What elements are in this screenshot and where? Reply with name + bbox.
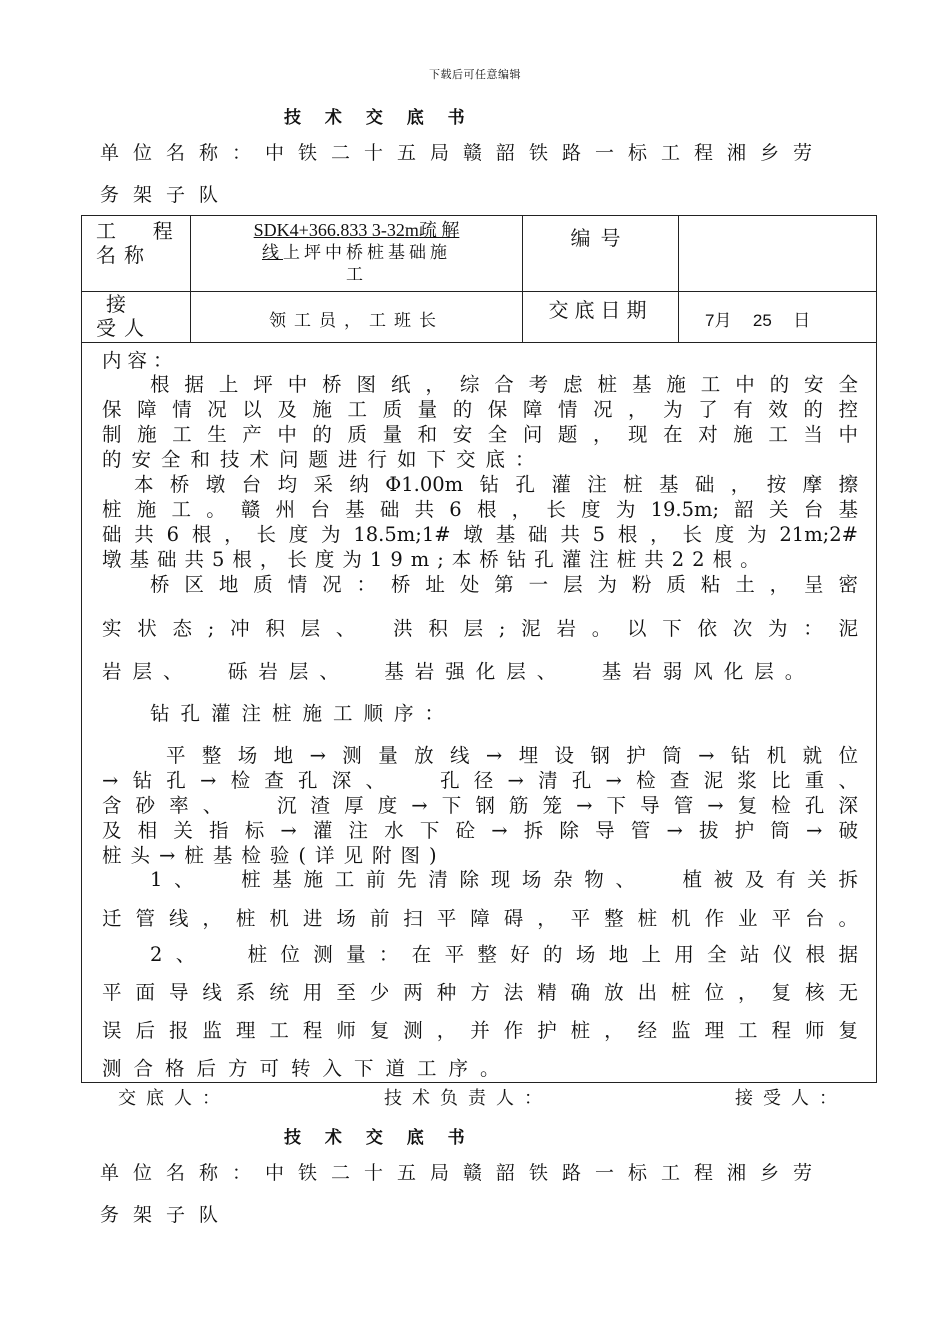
tech-lead-label: 技术负责人： bbox=[384, 1088, 552, 1109]
project-name-line3: 工 bbox=[346, 265, 367, 285]
content-line: 根据上坪中桥图纸，综合考虑桩基施工中的安全 bbox=[150, 373, 858, 396]
content-cell bbox=[82, 343, 877, 1083]
project-name-rest: 上坪中桥桩基础施 bbox=[283, 243, 451, 263]
content-line: 础共6根，长度为18.5m;1#墩基础共5根，长度为21m;2# bbox=[102, 523, 858, 546]
content-line: 钻孔灌注桩施工顺序： bbox=[150, 702, 456, 725]
content-line: 1、 桩基施工前先清除现场杂物、 植被及有关拆 bbox=[150, 868, 858, 891]
content-line: 实状态;冲积层、 洪积层;泥岩。以下依次为：泥 bbox=[102, 617, 858, 640]
receiver-label-cell bbox=[82, 292, 191, 343]
header-note: 下载后可任意编辑 bbox=[429, 68, 521, 81]
unit-name-line-continued: 务架子队 bbox=[100, 184, 233, 206]
project-name-label-cell bbox=[82, 216, 191, 292]
unit-name-line-2: 单位名称：中铁二十五局赣韶铁路一标工程湘乡劳 bbox=[100, 1162, 827, 1184]
document-title-2: 技 术 交 底 书 bbox=[284, 1128, 474, 1148]
content-label: 内容： bbox=[102, 349, 179, 372]
content-line: 本桥墩台均采纳Φ1.00m钻孔灌注桩基础，按摩擦 bbox=[134, 473, 858, 496]
content-line: 平整场地→测量放线→埋设钢护筒→钻机就位 bbox=[166, 744, 858, 767]
number-value bbox=[679, 216, 877, 292]
content-line: 含砂率、 沉渣厚度→下钢筋笼→下导管→复检孔深 bbox=[102, 794, 858, 817]
content-line: 及相关指标→灌注水下砼→拆除导管→拔护筒→破 bbox=[102, 819, 858, 842]
project-name-label-line2: 名称 bbox=[96, 243, 152, 267]
content-line: 误后报监理工程师复测，并作护桩，经监理工程师复 bbox=[102, 1019, 858, 1042]
content-line: 迁管线，桩机进场前扫平障碍，平整桩机作业平台。 bbox=[102, 907, 858, 930]
content-line: 保障情况以及施工质量的保障情况，为了有效的控 bbox=[102, 398, 858, 421]
content-line: 桩施工。赣州台基础共6根，长度为19.5m;韶关台基 bbox=[102, 498, 858, 521]
handover-person-label: 交底人： bbox=[118, 1088, 230, 1109]
content-line: 岩层、 砾岩层、 基岩强化层、 基岩弱风化层。 bbox=[102, 660, 816, 683]
content-line: 平面导线系统用至少两种方法精确放出桩位，复核无 bbox=[102, 981, 858, 1004]
handover-form-table bbox=[81, 215, 877, 1083]
handover-date-value: 7月 25 日 bbox=[679, 292, 877, 343]
content-line: 的安全和技术问题进行如下交底： bbox=[102, 448, 545, 471]
content-line: 2、 桩位测量：在平整好的场地上用全站仪根据 bbox=[150, 943, 858, 966]
project-name-label-line1: 工 程 bbox=[96, 219, 181, 243]
receiver-label-line2: 受人 bbox=[96, 316, 152, 340]
content-line: 墩基础共5根，长度为19m;本桥钻孔灌注桩共22根。 bbox=[102, 548, 768, 571]
project-code: SDK4+366.833 3-32m疏 解 bbox=[253, 220, 460, 240]
content-line: 制施工生产中的质量和安全问题，现在对施工当中 bbox=[102, 423, 858, 446]
receiver-value: 领工员，工班长 bbox=[191, 292, 523, 343]
number-label: 编号 bbox=[523, 216, 679, 292]
document-title: 技 术 交 底 书 bbox=[284, 108, 474, 128]
unit-name-line: 单位名称：中铁二十五局赣韶铁路一标工程湘乡劳 bbox=[100, 142, 827, 164]
handover-date-label: 交底日期 bbox=[523, 292, 679, 343]
project-name-cell bbox=[191, 216, 523, 292]
content-line: 桩头→桩基检验(详见附图) bbox=[102, 844, 446, 867]
unit-name-line-2-continued: 务架子队 bbox=[100, 1204, 233, 1226]
project-name-underlined: 线 bbox=[262, 243, 283, 263]
content-line: 桥区地质情况：桥址处第一层为粉质粘土，呈密 bbox=[150, 573, 858, 596]
content-line: 测合格后方可转入下道工序。 bbox=[102, 1057, 512, 1080]
receiver-signer-label: 接受人： bbox=[735, 1088, 847, 1109]
content-line: →钻孔→检查孔深、 孔径→清孔→检查泥浆比重、 bbox=[102, 769, 858, 792]
receiver-label-line1: 接 bbox=[106, 292, 134, 316]
